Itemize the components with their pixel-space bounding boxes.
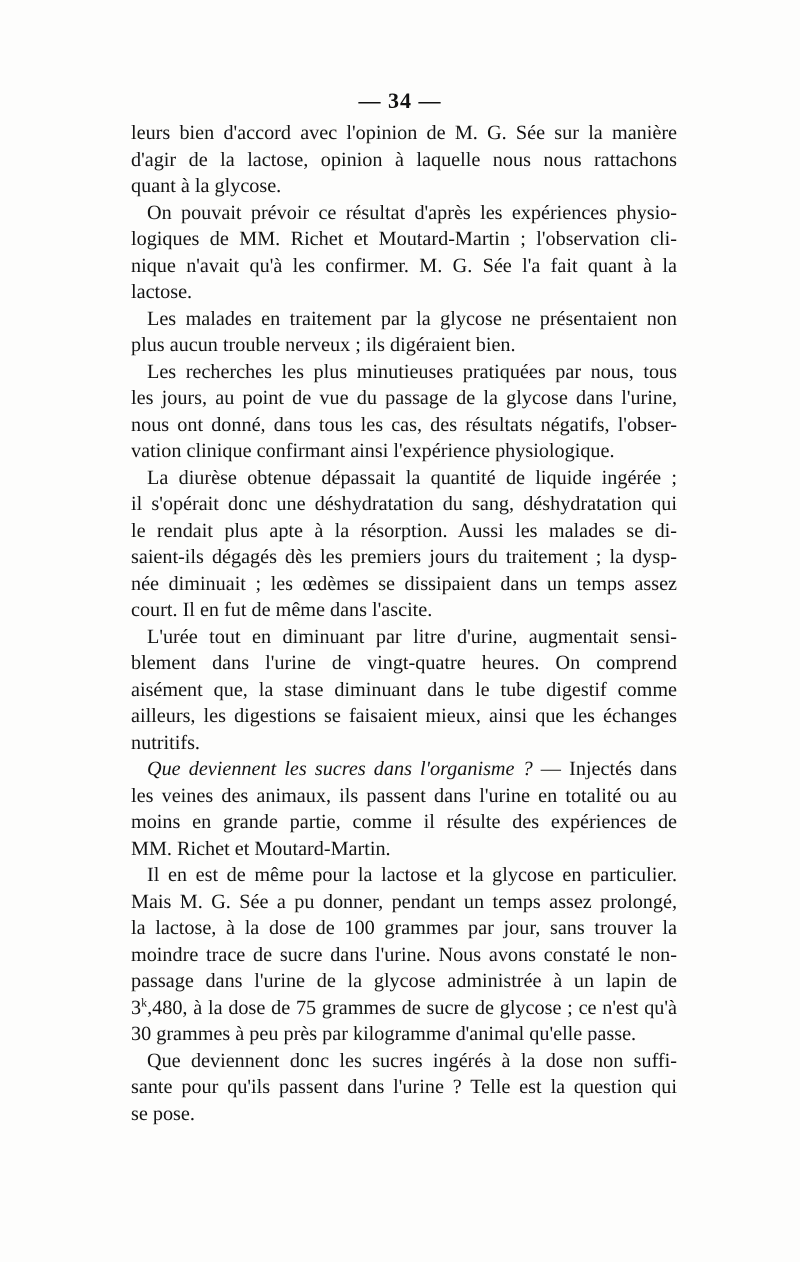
text-line: aisément que, la stase diminuant dans le tube digestif comme <box>131 678 677 701</box>
italic-question: Que deviennent les sucres dans l'organisme ? <box>147 758 533 780</box>
text-line: moindre trace de sucre dans l'urine. Nous avons constaté le non- <box>131 943 677 966</box>
text-line: logiques de MM. Richet et Moutard-Martin ; l'observation cli- <box>131 228 677 250</box>
text-line: L'urée tout en diminuant par litre d'urine, augmentait sensi- <box>147 625 677 648</box>
text-line: sante pour qu'ils passent dans l'urine ? Telle est la question qui <box>131 1076 677 1098</box>
text-line: nutritifs. <box>131 731 200 754</box>
paragraph <box>131 359 677 465</box>
text-line: Mais M. G. Sée a pu donner, pendant un temps assez prolongé, <box>131 890 677 913</box>
text-line: se pose. <box>131 1102 195 1125</box>
paragraph <box>131 862 677 1048</box>
text-line: la lactose, à la dose de 100 grammes par jour, sans trouver la <box>131 917 677 939</box>
paragraph <box>131 200 677 306</box>
text-line: Il en est de même pour la lactose et la glycose en particulier. <box>147 864 677 886</box>
text-line: quant à la glycose. <box>131 175 282 197</box>
text-fragment: 3 <box>131 996 142 1019</box>
text-line: Que deviennent donc les sucres ingérés à la dose non suffi- <box>147 1049 677 1072</box>
text-line: ailleurs, les digestions se faisaient mieux, ainsi que les échanges <box>131 705 677 727</box>
text-line <box>131 756 677 783</box>
text-line: La diurèse obtenue dépassait la quantité de liquide ingérée ; <box>147 466 677 489</box>
text-line: 30 grammes à peu près par kilogramme d'animal qu'elle passe. <box>131 1023 637 1045</box>
paragraph <box>131 120 677 200</box>
text-line: moins en grande partie, comme il résulte des expériences de <box>131 811 677 833</box>
paragraph <box>131 756 677 862</box>
text-line: plus aucun trouble nerveux ; ils digéraient bien. <box>131 334 516 356</box>
text-line: d'agir de la lactose, opinion à laquelle nous nous rattachons <box>131 148 677 171</box>
paragraph <box>131 624 677 757</box>
text-fragment: ,480, à la dose de 75 grammes de sucre de glycose ; ce n'est qu'à <box>147 996 677 1019</box>
text-line: nous ont donné, dans tous les cas, des résultats négatifs, l'obser- <box>131 413 677 436</box>
text-line: le rendait plus apte à la résorption. Aussi les malades se di- <box>131 519 677 542</box>
text-line: On pouvait prévoir ce résultat d'après les expériences physio- <box>147 201 677 224</box>
text-line: saient-ils dégagés dès les premiers jours du traitement ; la dysp- <box>131 546 677 568</box>
text-line: blement dans l'urine de vingt-quatre heures. On comprend <box>131 652 677 674</box>
text-line: les jours, au point de vue du passage de la glycose dans l'urine, <box>131 387 677 409</box>
paragraph <box>131 1048 677 1128</box>
text-line: passage dans l'urine de la glycose administrée à un lapin de <box>131 970 677 992</box>
text-line: Les recherches les plus minutieuses pratiquées par nous, tous <box>147 360 677 383</box>
text-line: nique n'avait qu'à les confirmer. M. G. Sée l'a fait quant à la <box>131 254 677 277</box>
text-line: vation clinique confirmant ainsi l'expérience physiologique. <box>131 440 615 462</box>
text-line: MM. Richet et Moutard-Martin. <box>131 837 391 860</box>
text-line: il s'opérait donc une déshydratation du sang, déshydratation qui <box>131 493 677 515</box>
paragraph <box>131 306 677 359</box>
superscript-unit: k <box>141 994 148 1009</box>
text-line: née diminuait ; les œdèmes se dissipaient dans un temps assez <box>131 572 677 595</box>
text-line: leurs bien d'accord avec l'opinion de M. G. Sée sur la manière <box>131 122 677 144</box>
text-fragment: — Injectés dans <box>532 758 677 780</box>
text-line <box>131 995 677 1022</box>
page-number: — 34 — <box>358 88 442 113</box>
text-line: Les malades en traitement par la glycose ne présentaient non <box>147 307 677 330</box>
text-line: lactose. <box>131 281 193 303</box>
paragraph <box>131 465 677 624</box>
text-line: court. Il en fut de même dans l'ascite. <box>131 599 433 621</box>
body-text <box>131 120 677 1127</box>
text-line: les veines des animaux, ils passent dans l'urine en totalité ou au <box>131 784 677 807</box>
